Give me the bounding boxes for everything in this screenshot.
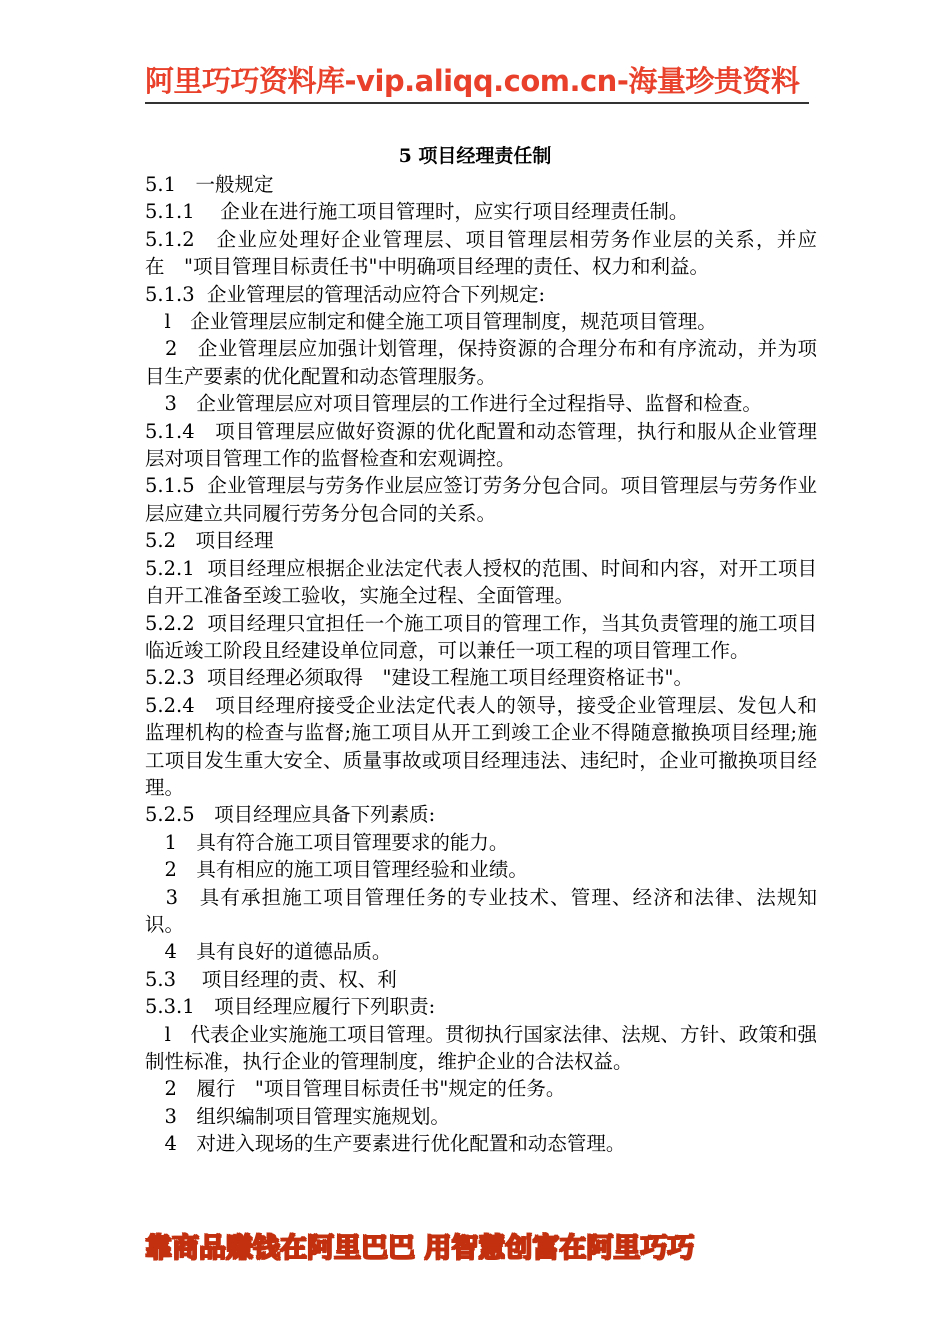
clause-5-3-1: 5.3.1 项目经理应履行下列职责:: [145, 995, 436, 1019]
footer-watermark-banner: 靠商品赚钱在阿里巴巴 用智慧创富在阿里巧巧: [145, 1233, 695, 1264]
list-item: 2 具有相应的施工项目管理经验和业绩。: [145, 858, 528, 882]
clause-5-2-1: 5.2.1 项目经理应根据企业法定代表人授权的范围、时间和内容，对开工项目自开工准备至竣工验收，实施全过程、全面管理。: [145, 556, 817, 608]
document-body: [145, 171, 817, 1158]
section-heading-5-1: 5.1 一般规定: [145, 173, 274, 196]
list-item: 4 对进入现场的生产要素进行优化配置和动态管理。: [145, 1132, 626, 1156]
clause-5-1-3: 5.1.3 企业管理层的管理活动应符合下列规定:: [145, 282, 546, 306]
clause-5-1-2: 5.1.2 企业应处理好企业管理层、项目管理层相劳务作业层的关系，并应在 "项目管理目标责任书"中明确项目经理的责任、权力和利益。: [145, 227, 817, 279]
clause-5-1-5: 5.1.5 企业管理层与劳务作业层应签订劳务分包合同。项目管理层与劳务作业层应建立共同履行劳务分包合同的关系。: [145, 474, 817, 525]
clause-5-2-5: 5.2.5 项目经理应具备下列素质:: [145, 803, 436, 827]
section-heading-5-3: 5.3 项目经理的责、权、利: [145, 967, 397, 991]
list-item: 3 企业管理层应对项目管理层的工作进行全过程指导、监督和检查。: [145, 392, 762, 416]
document-title: 5 项目经理责任制: [398, 145, 552, 167]
list-item: 3 组织编制项目管理实施规划。: [145, 1104, 450, 1128]
list-item: 2 企业管理层应加强计划管理，保持资源的合理分布和有序流动，并为项目生产要素的优化配置和动态管理服务。: [145, 337, 817, 388]
list-item: 2 履行 "项目管理目标责任书"规定的任务。: [145, 1077, 566, 1101]
clause-5-2-4: 5.2.4 项目经理府接受企业法定代表人的领导，接受企业管理层、发包人和监理机构的检查与监督;施工项目从开工到竣工企业不得随意撤换项目经理;施工项目发生重大安全、质量事故或项目经理违法、违纪时，企业可撤换项目经理。: [145, 693, 817, 799]
list-item: 1 具有符合施工项目管理要求的能力。: [145, 830, 509, 854]
clause-5-1-4: 5.1.4 项目管理层应做好资源的优化配置和动态管理，执行和服从企业管理层对项目管理工作的监督检查和宏观调控。: [145, 419, 817, 471]
section-heading-5-2: 5.2 项目经理: [145, 529, 274, 553]
header-watermark-banner: 阿里巧巧资料库-vip.aliqq.com.cn-海量珍贵资料: [145, 62, 809, 104]
list-item: l 企业管理层应制定和健全施工项目管理制度，规范项目管理。: [145, 310, 717, 334]
clause-5-1-1: 5.1.1 企业在进行施工项目管理时，应实行项目经理责任制。: [145, 200, 689, 224]
list-item: l 代表企业实施施工项目管理。贯彻执行国家法律、法规、方针、政策和强制性标准，执行企业的管理制度，维护企业的合法权益。: [145, 1022, 817, 1073]
list-item: 4 具有良好的道德品质。: [145, 940, 392, 964]
list-item: 3 具有承担施工项目管理任务的专业技术、管理、经济和法律、法规知识。: [145, 885, 817, 936]
clause-5-2-2: 5.2.2 项目经理只宜担任一个施工项目的管理工作，当其负责管理的施工项目临近竣工阶段且经建设单位同意，可以兼任一项工程的项目管理工作。: [145, 611, 817, 662]
clause-5-2-3: 5.2.3 项目经理必须取得 "建设工程施工项目经理资格证书"。: [145, 666, 693, 690]
